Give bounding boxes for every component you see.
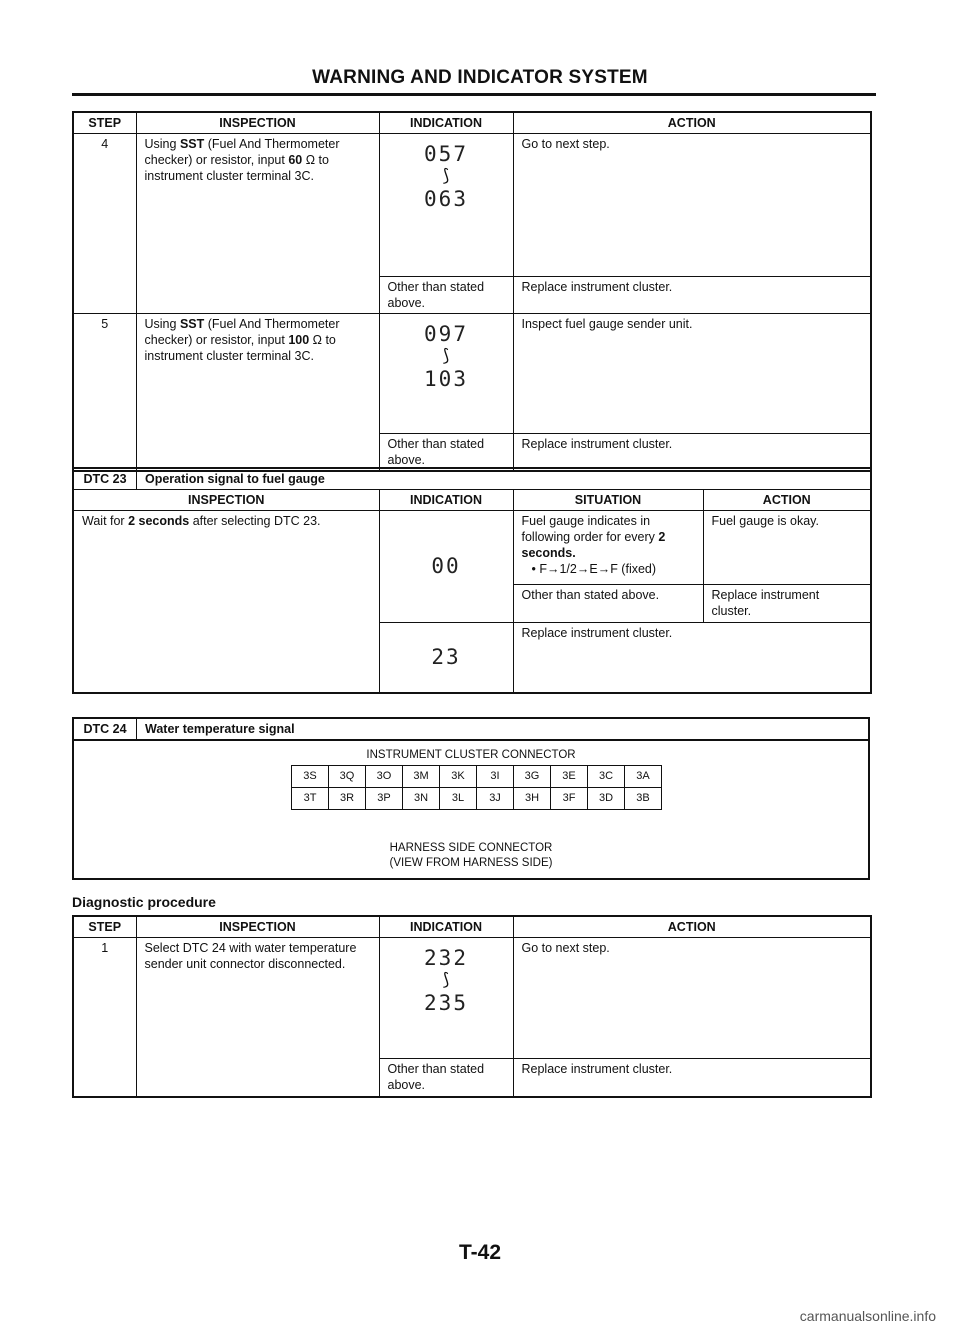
header-indication: INDICATION <box>379 490 513 511</box>
inspection-text: Using SST (Fuel And Thermometer checker) or resistor, input 100 Ω to instrument cluster terminal 3C. <box>136 314 379 472</box>
indication-display <box>379 623 513 693</box>
dtc24-title-row <box>73 718 869 740</box>
pin: 3I <box>477 766 514 788</box>
segment-reading: 00 <box>431 554 461 579</box>
page-number: T-42 <box>458 1241 502 1264</box>
connector-diagram <box>72 738 870 880</box>
table-header-row <box>73 490 871 511</box>
segment-reading-top: 057 <box>424 142 468 166</box>
action-text: Go to next step. <box>513 134 871 277</box>
segment-reading: 23 <box>431 645 461 670</box>
header-indication: INDICATION <box>379 112 513 134</box>
table-row <box>73 511 871 585</box>
action-text: Go to next step. <box>513 938 871 1059</box>
pin: 3G <box>514 766 551 788</box>
table-row <box>73 134 871 277</box>
action-text: Replace instrument cluster. <box>513 623 871 693</box>
action-text: Inspect fuel gauge sender unit. <box>513 314 871 434</box>
range-separator: ⟆ <box>442 970 450 990</box>
page-title: WARNING AND INDICATOR SYSTEM <box>312 67 648 88</box>
other-action: Replace instrument cluster. <box>513 434 871 472</box>
dtc-code: DTC 24 <box>74 719 137 739</box>
connector-title: INSTRUMENT CLUSTER CONNECTOR <box>366 749 576 761</box>
inspection-text: Select DTC 24 with water temperature sender unit connector disconnected. <box>136 938 379 1097</box>
pin: 3P <box>366 788 403 810</box>
header-indication: INDICATION <box>379 916 513 938</box>
situation-text: Fuel gauge indicates in following order for every 2 seconds. • F→1/2→E→F (fixed) <box>513 511 703 585</box>
dtc-code: DTC 23 <box>74 469 137 489</box>
pin: 3A <box>625 766 662 788</box>
pin: 3S <box>292 766 329 788</box>
inspection-table-steps-4-5 <box>72 111 872 472</box>
step-number: 4 <box>73 134 136 314</box>
dtc23-title-row <box>73 468 871 490</box>
header-action: ACTION <box>513 916 871 938</box>
dtc-title: Water temperature signal <box>145 722 295 736</box>
indication-display <box>379 134 513 277</box>
diagnostic-heading: Diagnostic procedure <box>72 894 216 910</box>
step-number: 5 <box>73 314 136 472</box>
header-step: STEP <box>73 112 136 134</box>
pin: 3K <box>440 766 477 788</box>
action-text: Replace instrument cluster. <box>703 585 871 623</box>
header-action: ACTION <box>703 490 871 511</box>
pin: 3B <box>625 788 662 810</box>
action-text: Fuel gauge is okay. <box>703 511 871 585</box>
table-row <box>73 314 871 434</box>
other-indication: Other than stated above. <box>379 1059 513 1097</box>
indication-display <box>379 511 513 623</box>
other-action: Replace instrument cluster. <box>513 277 871 314</box>
range-separator: ⟆ <box>442 166 450 186</box>
indication-display <box>379 938 513 1059</box>
situation-text: Other than stated above. <box>513 585 703 623</box>
pin: 3D <box>588 788 625 810</box>
table-header-row <box>73 112 871 134</box>
pin: 3J <box>477 788 514 810</box>
step-number: 1 <box>73 938 136 1097</box>
segment-reading-top: 232 <box>424 946 468 970</box>
pin: 3T <box>292 788 329 810</box>
indication-display <box>379 314 513 434</box>
other-action: Replace instrument cluster. <box>513 1059 871 1097</box>
dtc-title: Operation signal to fuel gauge <box>145 472 325 486</box>
watermark: carmanualsonline.info <box>799 1308 936 1324</box>
connector-row-lower <box>292 788 662 810</box>
diagnostic-table <box>72 915 872 1098</box>
other-indication: Other than stated above. <box>379 434 513 472</box>
header-inspection: INSPECTION <box>136 112 379 134</box>
pin: 3M <box>403 766 440 788</box>
pin: 3L <box>440 788 477 810</box>
segment-reading-bottom: 063 <box>424 186 468 211</box>
inspection-text: Using SST (Fuel And Thermometer checker) or resistor, input 60 Ω to instrument cluster terminal 3C. <box>136 134 379 314</box>
pin: 3F <box>551 788 588 810</box>
connector-pin-grid <box>291 765 662 810</box>
pin: 3N <box>403 788 440 810</box>
segment-reading-top: 097 <box>424 322 468 346</box>
table-row <box>73 938 871 1059</box>
header-inspection: INSPECTION <box>73 490 379 511</box>
title-rule <box>72 93 876 96</box>
harness-caption: HARNESS SIDE CONNECTOR (VIEW FROM HARNESS SIDE) <box>389 842 553 869</box>
pin: 3H <box>514 788 551 810</box>
segment-reading-bottom: 235 <box>424 990 468 1015</box>
pin: 3E <box>551 766 588 788</box>
header-action: ACTION <box>513 112 871 134</box>
header-step: STEP <box>73 916 136 938</box>
pin: 3Q <box>329 766 366 788</box>
table-header-row <box>73 916 871 938</box>
range-separator: ⟆ <box>442 346 450 366</box>
dtc23-table <box>72 467 872 694</box>
other-indication: Other than stated above. <box>379 277 513 314</box>
segment-reading-bottom: 103 <box>424 366 468 391</box>
pin: 3R <box>329 788 366 810</box>
pin: 3C <box>588 766 625 788</box>
inspection-text: Wait for 2 seconds after selecting DTC 23. <box>73 511 379 693</box>
header-situation: SITUATION <box>513 490 703 511</box>
header-inspection: INSPECTION <box>136 916 379 938</box>
pin: 3O <box>366 766 403 788</box>
connector-row-upper <box>292 766 662 788</box>
